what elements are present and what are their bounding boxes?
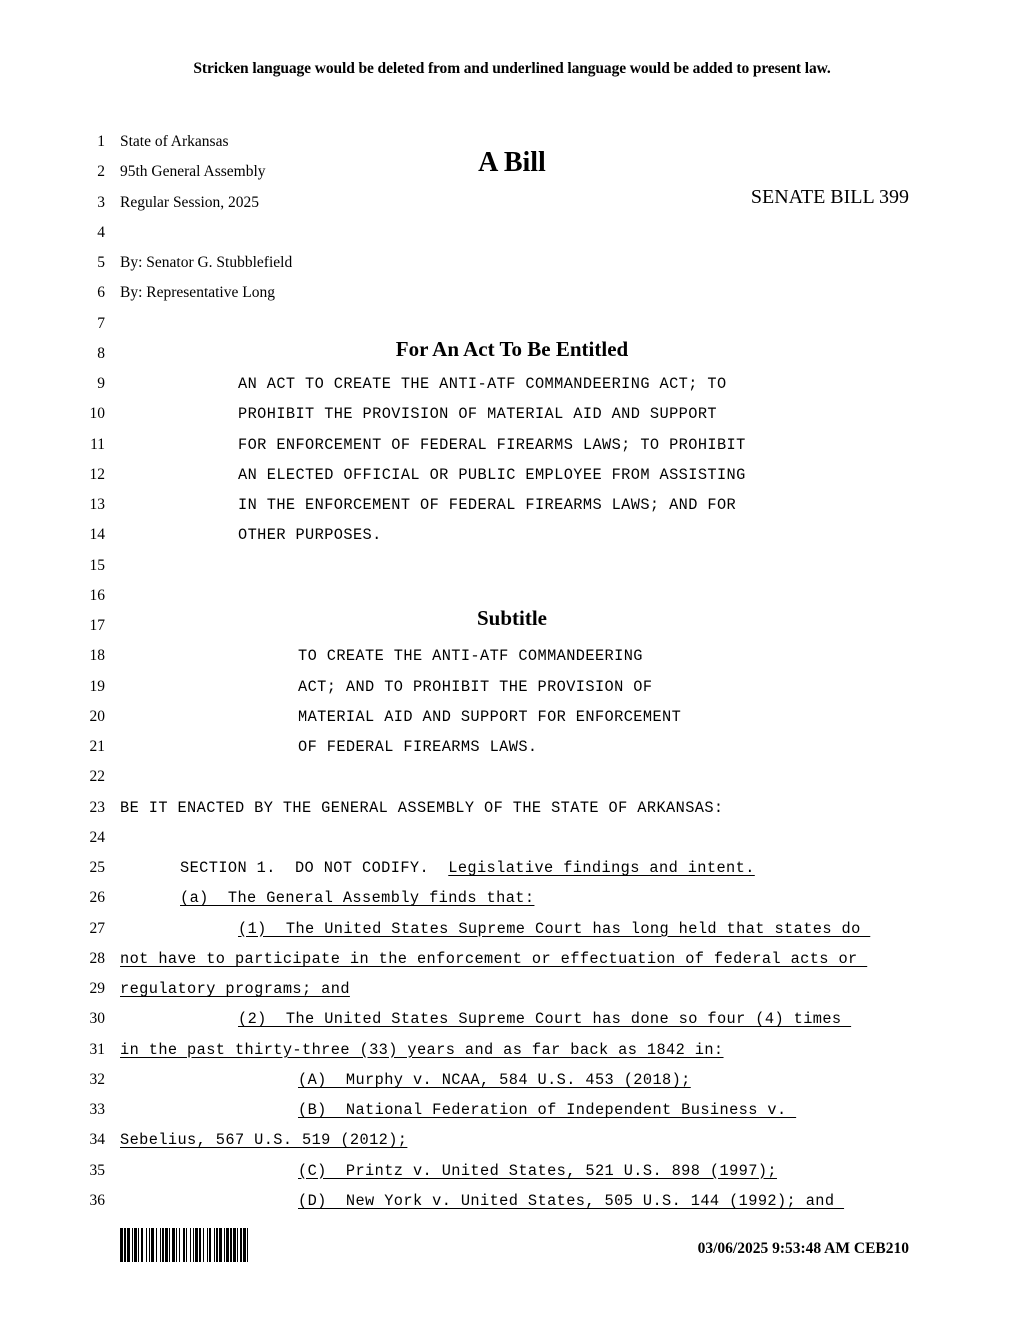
line-number: 22 <box>89 768 105 786</box>
subtitle-line: MATERIAL AID AND SUPPORT FOR ENFORCEMENT <box>298 707 682 726</box>
a-bill-heading: A Bill <box>478 147 546 178</box>
line-number: 21 <box>89 738 105 755</box>
line-number: 12 <box>89 465 105 483</box>
body-line <box>0 278 1024 308</box>
stricken-underlined-notice: Stricken language would be deleted from and underlined language would be added to present law. <box>193 60 831 77</box>
body-line <box>0 551 1024 581</box>
body-line <box>0 218 1024 248</box>
title-line: OTHER PURPOSES. <box>238 526 382 545</box>
subsection-a: (a) The General Assembly finds that: <box>180 889 535 908</box>
line-number: 32 <box>89 1070 105 1088</box>
line-number: 13 <box>89 496 105 513</box>
line-number: 1 <box>97 133 105 150</box>
section-1-label: SECTION 1. DO NOT CODIFY. <box>180 859 449 877</box>
finding-1-line: regulatory programs; and <box>120 980 350 998</box>
line-number: 19 <box>89 677 105 695</box>
line-number: 14 <box>89 526 105 544</box>
body-line <box>0 309 1024 339</box>
section-1-line <box>180 853 755 883</box>
body-line <box>0 490 1024 520</box>
subtitle-line: ACT; AND TO PROHIBIT THE PROVISION OF <box>298 677 653 696</box>
case-citation: (C) Printz v. United States, 521 U.S. 898 (1997); <box>298 1161 777 1180</box>
finding-2-line: (2) The United States Supreme Court has done so four (4) times <box>238 1010 852 1029</box>
line-number: 26 <box>89 889 105 907</box>
line-number: 5 <box>97 254 105 271</box>
body-line <box>0 460 1024 490</box>
body-line <box>0 944 1024 974</box>
subtitle-line: OF FEDERAL FIREARMS LAWS. <box>298 738 538 756</box>
line-number: 29 <box>89 980 105 997</box>
title-line: PROHIBIT THE PROVISION OF MATERIAL AID AND SUPPORT <box>238 405 717 424</box>
body-line <box>0 188 1024 218</box>
bill-body <box>0 127 1024 1216</box>
title-line: FOR ENFORCEMENT OF FEDERAL FIREARMS LAWS; TO PROHIBIT <box>238 435 746 454</box>
finding-2-line: in the past thirty-three (33) years and as far back as 1842 in: <box>120 1040 724 1059</box>
line-number: 18 <box>89 647 105 665</box>
body-line <box>0 702 1024 732</box>
line-number: 25 <box>89 859 105 876</box>
body-line <box>0 793 1024 823</box>
general-assembly: 95th General Assembly <box>120 163 266 181</box>
case-citation: (D) New York v. United States, 505 U.S. 144 (1992); and <box>298 1191 845 1210</box>
house-sponsor: By: Representative Long <box>120 284 275 302</box>
line-number: 10 <box>89 405 105 423</box>
line-number: 33 <box>89 1101 105 1118</box>
line-number: 9 <box>97 375 105 392</box>
line-number: 3 <box>97 193 105 211</box>
line-number: 28 <box>89 949 105 967</box>
title-line: IN THE ENFORCEMENT OF FEDERAL FIREARMS LAWS; AND FOR <box>238 496 737 514</box>
enacting-clause: BE IT ENACTED BY THE GENERAL ASSEMBLY OF THE STATE OF ARKANSAS: <box>120 798 724 817</box>
title-line: AN ACT TO CREATE THE ANTI-ATF COMMANDEERING ACT; TO <box>238 375 727 393</box>
barcode <box>120 1228 258 1262</box>
body-line <box>0 1065 1024 1095</box>
body-line <box>0 641 1024 671</box>
line-number: 4 <box>97 223 105 241</box>
body-line <box>0 762 1024 792</box>
line-number: 23 <box>89 798 105 816</box>
line-number: 20 <box>89 707 105 725</box>
body-line <box>0 157 1024 187</box>
body-line <box>0 611 1024 641</box>
body-line <box>0 339 1024 369</box>
body-line <box>0 1095 1024 1125</box>
line-number: 7 <box>97 314 105 332</box>
title-line: AN ELECTED OFFICIAL OR PUBLIC EMPLOYEE FROM ASSISTING <box>238 465 746 484</box>
subtitle-heading: Subtitle <box>476 606 547 630</box>
line-number: 17 <box>89 617 105 634</box>
finding-1-line: (1) The United States Supreme Court has long held that states do <box>238 919 871 938</box>
session: Regular Session, 2025 <box>120 193 260 211</box>
body-line <box>0 1004 1024 1034</box>
footer-timestamp: 03/06/2025 9:53:48 AM CEB210 <box>697 1240 909 1257</box>
subtitle-line: TO CREATE THE ANTI-ATF COMMANDEERING <box>298 647 643 666</box>
body-line <box>0 369 1024 399</box>
body-line <box>0 430 1024 460</box>
body-line <box>0 1035 1024 1065</box>
case-citation: Sebelius, 567 U.S. 519 (2012); <box>120 1131 408 1150</box>
for-an-act-to-be-entitled-heading: For An Act To Be Entitled <box>395 337 629 361</box>
case-citation: (B) National Federation of Independent Business v. <box>298 1101 797 1119</box>
bill-number: SENATE BILL 399 <box>750 186 909 208</box>
finding-1-line: not have to participate in the enforcement or effectuation of federal acts or <box>120 949 868 968</box>
line-number: 8 <box>97 344 105 362</box>
body-line <box>0 1186 1024 1216</box>
line-number: 35 <box>89 1161 105 1179</box>
body-line <box>0 672 1024 702</box>
body-line <box>0 914 1024 944</box>
line-number: 24 <box>89 828 105 846</box>
body-line <box>0 399 1024 429</box>
line-number: 6 <box>97 284 105 302</box>
line-number: 36 <box>89 1191 105 1209</box>
case-citation: (A) Murphy v. NCAA, 584 U.S. 453 (2018); <box>298 1070 691 1089</box>
body-line <box>0 853 1024 883</box>
line-number: 2 <box>97 163 105 181</box>
body-line <box>0 520 1024 550</box>
line-number: 27 <box>89 919 105 937</box>
line-number: 34 <box>89 1131 105 1149</box>
body-line <box>0 823 1024 853</box>
body-line <box>0 883 1024 913</box>
state-of-arkansas: State of Arkansas <box>120 133 229 150</box>
line-number: 15 <box>89 556 105 574</box>
body-line <box>0 581 1024 611</box>
body-line <box>0 248 1024 278</box>
body-line <box>0 732 1024 762</box>
line-number: 16 <box>89 586 105 604</box>
body-line <box>0 974 1024 1004</box>
line-number: 31 <box>89 1040 105 1058</box>
body-line <box>0 1156 1024 1186</box>
line-number: 30 <box>89 1010 105 1028</box>
body-line <box>0 1125 1024 1155</box>
senate-sponsor: By: Senator G. Stubblefield <box>120 254 293 271</box>
body-line <box>0 127 1024 157</box>
line-number: 11 <box>90 435 105 453</box>
section-1-heading: Legislative findings and intent. <box>448 859 755 877</box>
